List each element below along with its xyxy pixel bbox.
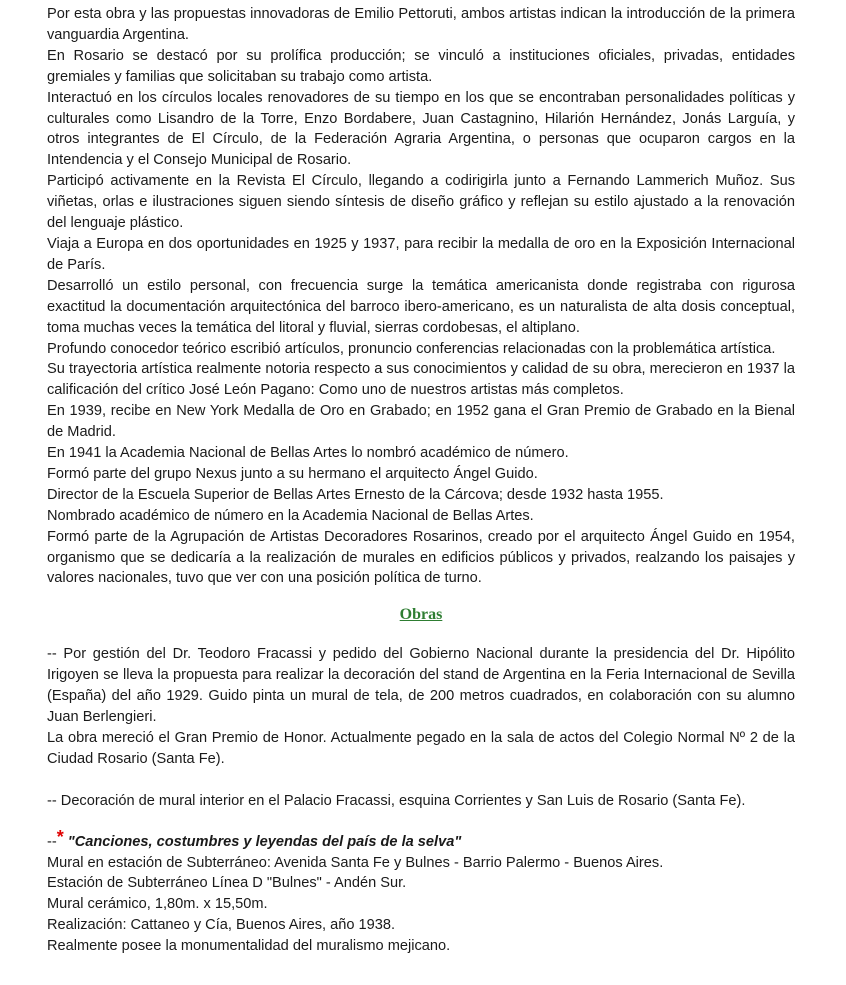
paragraph: Formó parte de la Agrupación de Artistas Decoradores Rosarinos, creado por el arquitecto Ángel Guido en 1954, organismo que se dedicaría a la realización de murales en edificios públicos y privados, realzando los paisajes y valores nacionales, tuvo que ver con una posición política de turno. — [47, 528, 795, 587]
paragraph: Formó parte del grupo Nexus junto a su hermano el arquitecto Ángel Guido. — [47, 465, 538, 482]
paragraph: En 1939, recibe en New York Medalla de Oro en Grabado; en 1952 gana el Gran Premio de Grabado en la Bienal de Madrid. — [47, 403, 795, 441]
mural-detail: Realización: Cattaneo y Cía, Buenos Aires, año 1938. — [47, 917, 396, 934]
obras-heading: Obras — [399, 606, 443, 624]
paragraph: Participó activamente en la Revista El Círculo, llegando a codirigirla junto a Fernando Lammerich Muñoz. Sus viñetas, orlas e ilustraciones siguen siendo síntesis de diseño gráfico y reflejan su estilo ajustado a la renovación del lenguaje plástico. — [47, 173, 795, 232]
mural-detail: Mural en estación de Subterráneo: Avenida Santa Fe y Bulnes - Barrio Palermo - Buenos Aires. — [47, 854, 664, 871]
mural-detail: Realmente posee la monumentalidad del muralismo mejicano. — [47, 938, 451, 955]
obra-paragraph: La obra mereció el Gran Premio de Honor. Actualmente pegado en la sala de actos del Colegio Normal Nº 2 de la Ciudad Rosario (Santa Fe). — [47, 729, 795, 767]
paragraph: Viaja a Europa en dos oportunidades en 1925 y 1937, para recibir la medalla de oro en la Exposición Internacional de París. — [47, 235, 795, 273]
mural-detail: Mural cerámico, 1,80m. x 15,50m. — [47, 896, 268, 913]
spacer — [47, 812, 795, 830]
paragraph: Profundo conocedor teórico escribió artículos, pronuncio conferencias relacionadas con la problemática artística. — [47, 340, 776, 357]
paragraph: Nombrado académico de número en la Academia Nacional de Bellas Artes. — [47, 507, 534, 524]
article-body — [47, 4, 795, 957]
paragraph: Desarrolló un estilo personal, con frecuencia surge la temática americanista donde registraba con rigurosa exactitud la documentación arquitectónica del barroco ibero-americano, es un naturalista de alta dosis conceptual, toma muchas veces la temática del litoral y fluvial, sierras cordobesas, el altiplano. — [47, 277, 795, 336]
star-icon: * — [56, 826, 64, 847]
mural-detail: Estación de Subterráneo Línea D "Bulnes" - Andén Sur. — [47, 875, 407, 892]
obra-paragraph: -- Por gestión del Dr. Teodoro Fracassi y pedido del Gobierno Nacional durante la presidencia del Dr. Hipólito Irigoyen se lleva la propuesta para realizar la decoración del stand de Argentina en la Feria Internacional de Sevilla (España) del año 1929. Guido pinta un mural de tela, de 200 metros cuadrados, en colaboración con su alumno Juan Berlengieri. — [47, 646, 795, 725]
paragraph: Interactuó en los círculos locales renovadores de su tiempo en los que se encontraban personalidades políticas y culturales como Lisandro de la Torre, Enzo Bordabere, Juan Castagnino, Hilarión Hernández, Jonás Larguía, y otros integrantes de El Círculo, de la Federación Agraria Argentina, o personas que ocuparon cargos en la Intendencia y el Consejo Municipal de Rosario. — [47, 89, 795, 169]
paragraph: En 1941 la Academia Nacional de Bellas Artes lo nombró académico de número. — [47, 445, 569, 462]
dash-prefix: -- — [47, 833, 57, 850]
paragraph: Su trayectoria artística realmente notoria respecto a sus conocimientos y calidad de su obra, merecieron en 1937 la calificación del crítico José León Pagano: Como uno de nuestros artistas más completos. — [47, 361, 795, 399]
paragraph: Director de la Escuela Superior de Bellas Artes Ernesto de la Cárcova; desde 1932 hasta 1955. — [47, 486, 664, 503]
mural-title: "Canciones, costumbres y leyendas del país de la selva" — [63, 833, 462, 850]
spacer — [47, 770, 795, 791]
mural-title-line — [47, 826, 795, 853]
obra-paragraph: -- Decoración de mural interior en el Palacio Fracassi, esquina Corrientes y San Luis de Rosario (Santa Fe). — [47, 792, 746, 809]
paragraph: En Rosario se destacó por su prolífica producción; se vinculó a instituciones oficiales, privadas, entidades gremiales y familias que solicitaban su trabajo como artista. — [47, 47, 795, 85]
paragraph: Por esta obra y las propuestas innovadoras de Emilio Pettoruti, ambos artistas indican la introducción de la primera vanguardia Argentina. — [47, 6, 795, 43]
